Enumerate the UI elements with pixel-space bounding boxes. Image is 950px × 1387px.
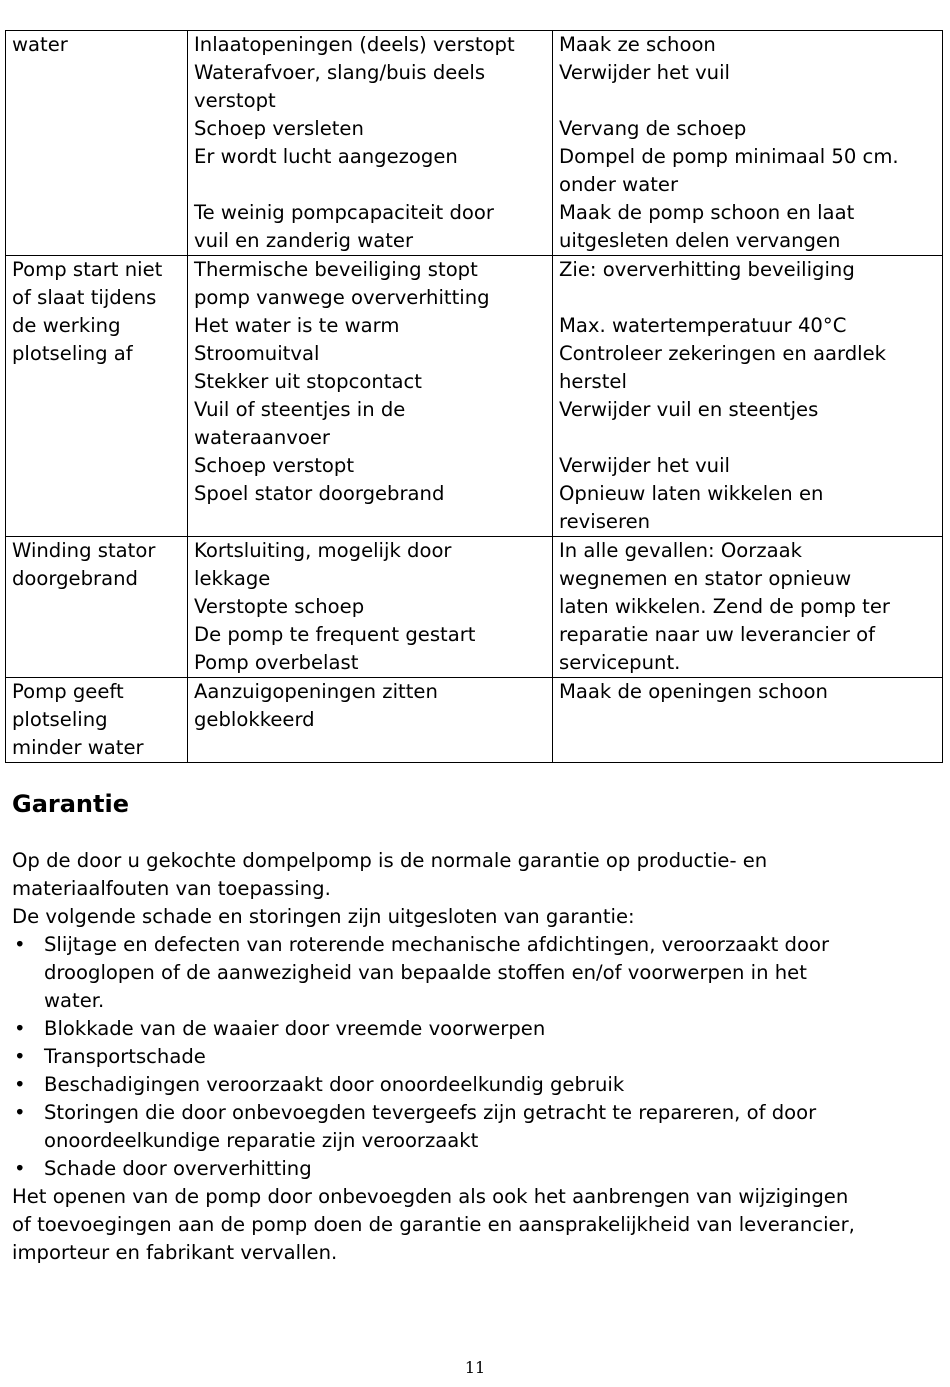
symptom-cell	[6, 678, 188, 763]
remedy-cell	[553, 31, 943, 256]
cell-line: plotseling af	[12, 342, 133, 365]
troubleshooting-table	[5, 30, 943, 763]
table-row	[6, 537, 943, 678]
cell-line: Verwijder vuil en steentjes	[559, 398, 819, 421]
cell-line: De pomp te frequent gestart	[194, 623, 476, 646]
cell-line: Pomp geeft	[12, 680, 124, 703]
cell-line: water	[12, 33, 68, 56]
warranty-section	[12, 847, 942, 1267]
text-line: onoordeelkundige reparatie zijn veroorzaakt	[44, 1129, 479, 1152]
cell-line: lekkage	[194, 567, 271, 590]
cell-line: Maak ze schoon	[559, 33, 716, 56]
cell-line: geblokkeerd	[194, 708, 315, 731]
text-line: Schade door oververhitting	[44, 1157, 312, 1180]
text-line: Transportschade	[44, 1045, 206, 1068]
cell-line: onder water	[559, 173, 679, 196]
cell-line: Verstopte schoep	[194, 595, 365, 618]
bullet-icon: •	[14, 1101, 26, 1124]
page-number: 11	[464, 1358, 486, 1377]
cell-line: vuil en zanderig water	[194, 229, 414, 252]
text-line: water.	[44, 989, 105, 1012]
cell-line: Er wordt lucht aangezogen	[194, 145, 458, 168]
cell-line: uitgesleten delen vervangen	[559, 229, 841, 252]
cell-line: Maak de openingen schoon	[559, 680, 828, 703]
cell-line: Maak de pomp schoon en laat	[559, 201, 855, 224]
text-line: Storingen die door onbevoegden tevergeefs zijn getracht te repareren, of door	[44, 1101, 817, 1124]
remedy-cell	[553, 256, 943, 537]
cell-line: Waterafvoer, slang/buis deels	[194, 61, 486, 84]
text-line: Het openen van de pomp door onbevoegden als ook het aanbrengen van wijzigingen	[12, 1185, 849, 1208]
cell-line: Controleer zekeringen en aardlek	[559, 342, 887, 365]
text-line: importeur en fabrikant vervallen.	[12, 1241, 338, 1264]
cell-line: reviseren	[559, 510, 651, 533]
cell-line: doorgebrand	[12, 567, 138, 590]
cell-line: In alle gevallen: Oorzaak	[559, 539, 802, 562]
remedy-cell	[553, 537, 943, 678]
text-line: drooglopen of de aanwezigheid van bepaalde stoffen en/of voorwerpen in het	[44, 961, 807, 984]
table-row	[6, 678, 943, 763]
table-row	[6, 256, 943, 537]
warranty-heading: Garantie	[12, 790, 129, 818]
cell-line: Schoep versleten	[194, 117, 364, 140]
text-line: of toevoegingen aan de pomp doen de garantie en aansprakelijkheid van leverancier,	[12, 1213, 855, 1236]
text-line: De volgende schade en storingen zijn uitgesloten van garantie:	[12, 905, 635, 928]
cell-line: Stroomuitval	[194, 342, 320, 365]
cell-line: Te weinig pompcapaciteit door	[194, 201, 494, 224]
cell-line: de werking	[12, 314, 121, 337]
cell-line: Thermische beveiliging stopt	[194, 258, 478, 281]
text-line: Blokkade van de waaier door vreemde voorwerpen	[44, 1017, 546, 1040]
cell-line: Stekker uit stopcontact	[194, 370, 422, 393]
bullet-icon: •	[14, 1045, 26, 1068]
text-line: Beschadigingen veroorzaakt door onoordeelkundig gebruik	[44, 1073, 625, 1096]
cause-cell	[188, 537, 553, 678]
cell-line: Verwijder het vuil	[559, 61, 730, 84]
list-item	[12, 1099, 942, 1155]
cell-line: of slaat tijdens	[12, 286, 157, 309]
list-item	[12, 1015, 942, 1043]
list-item	[12, 1155, 942, 1183]
cell-line: verstopt	[194, 89, 276, 112]
cell-line: wegnemen en stator opnieuw	[559, 567, 852, 590]
symptom-cell	[6, 256, 188, 537]
cell-line: Vervang de schoep	[559, 117, 747, 140]
bullet-icon: •	[14, 1157, 26, 1180]
cell-line: Dompel de pomp minimaal 50 cm.	[559, 145, 899, 168]
cell-line: Vuil of steentjes in de	[194, 398, 406, 421]
cell-line: laten wikkelen. Zend de pomp ter	[559, 595, 890, 618]
text-line: Slijtage en defecten van roterende mechanische afdichtingen, veroorzaakt door	[44, 933, 830, 956]
text-line: materiaalfouten van toepassing.	[12, 877, 331, 900]
bullet-icon: •	[14, 933, 26, 956]
cell-line	[559, 87, 936, 115]
bullet-icon: •	[14, 1017, 26, 1040]
cell-line: Inlaatopeningen (deels) verstopt	[194, 33, 515, 56]
cell-line: servicepunt.	[559, 651, 681, 674]
cell-line	[194, 171, 546, 199]
cell-line: pomp vanwege oververhitting	[194, 286, 490, 309]
cell-line: reparatie naar uw leverancier of	[559, 623, 876, 646]
cell-line: Pomp overbelast	[194, 651, 359, 674]
bullet-icon: •	[14, 1073, 26, 1096]
cell-line: wateraanvoer	[194, 426, 330, 449]
cell-line: Max. watertemperatuur 40°C	[559, 314, 847, 337]
symptom-cell	[6, 537, 188, 678]
cell-line: Aanzuigopeningen zitten	[194, 680, 438, 703]
cell-line: Winding stator	[12, 539, 156, 562]
cell-line: herstel	[559, 370, 627, 393]
list-item	[12, 931, 942, 1015]
cell-line: Schoep verstopt	[194, 454, 355, 477]
symptom-cell	[6, 31, 188, 256]
cell-line: minder water	[12, 736, 144, 759]
cell-line: Zie: oververhitting beveiliging	[559, 258, 855, 281]
warranty-intro	[12, 847, 942, 931]
cause-cell	[188, 256, 553, 537]
remedy-cell	[553, 678, 943, 763]
cell-line: Het water is te warm	[194, 314, 400, 337]
cell-line	[559, 284, 936, 312]
cell-line: Kortsluiting, mogelijk door	[194, 539, 452, 562]
cell-line: Pomp start niet	[12, 258, 163, 281]
list-item	[12, 1071, 942, 1099]
troubleshooting-table-body	[6, 31, 943, 763]
cell-line: Spoel stator doorgebrand	[194, 482, 445, 505]
list-item	[12, 1043, 942, 1071]
cell-line: plotseling	[12, 708, 108, 731]
cause-cell	[188, 31, 553, 256]
warranty-exclusions-list	[12, 931, 942, 1183]
cause-cell	[188, 678, 553, 763]
cell-line	[559, 424, 936, 452]
cell-line: Verwijder het vuil	[559, 454, 730, 477]
text-line: Op de door u gekochte dompelpomp is de normale garantie op productie- en	[12, 849, 768, 872]
table-row	[6, 31, 943, 256]
cell-line: Opnieuw laten wikkelen en	[559, 482, 824, 505]
warranty-closing	[12, 1183, 942, 1267]
